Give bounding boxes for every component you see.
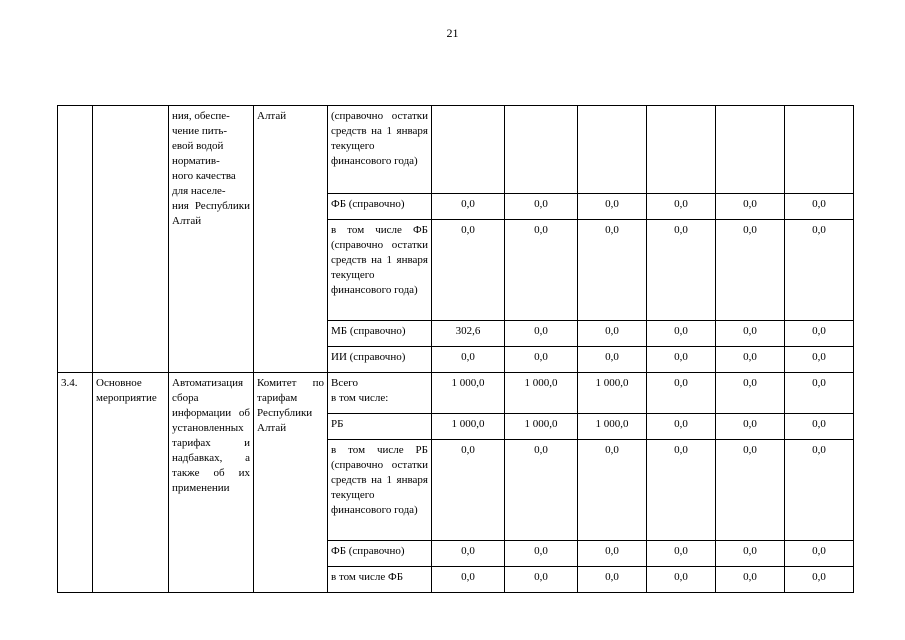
value-cell: 0,0 xyxy=(647,347,716,373)
value-cell: 302,6 xyxy=(432,321,505,347)
funding-source-cell: РБ xyxy=(328,414,432,440)
budget-table xyxy=(57,105,854,593)
value-cell: 0,0 xyxy=(716,567,785,593)
funding-source-cell: МБ (справочно) xyxy=(328,321,432,347)
executor-cell: Комитет по тарифам Республики Алтай xyxy=(254,373,328,593)
funding-source-cell: (справочно остатки средств на 1 января текущего финансового года) xyxy=(328,106,432,194)
value-cell: 0,0 xyxy=(785,414,854,440)
event-name-cell: Автоматизация сбора информации об установленных тарифах и надбавках, а также об их применении xyxy=(169,373,254,593)
value-cell: 0,0 xyxy=(716,414,785,440)
value-cell: 0,0 xyxy=(647,541,716,567)
value-cell: 1 000,0 xyxy=(432,373,505,414)
value-cell: 1 000,0 xyxy=(578,414,647,440)
value-cell: 0,0 xyxy=(647,373,716,414)
funding-source-cell: в том числе ФБ xyxy=(328,567,432,593)
executor-cell: Алтай xyxy=(254,106,328,373)
value-cell: 0,0 xyxy=(647,194,716,220)
table-row xyxy=(58,373,854,414)
value-cell: 1 000,0 xyxy=(505,414,578,440)
value-cell: 0,0 xyxy=(578,321,647,347)
value-cell: 0,0 xyxy=(505,194,578,220)
value-cell: 0,0 xyxy=(785,321,854,347)
value-cell xyxy=(578,106,647,194)
value-cell: 0,0 xyxy=(647,567,716,593)
value-cell: 1 000,0 xyxy=(505,373,578,414)
value-cell xyxy=(647,106,716,194)
value-cell: 0,0 xyxy=(716,321,785,347)
value-cell: 0,0 xyxy=(647,414,716,440)
value-cell: 0,0 xyxy=(785,541,854,567)
page-number: 21 xyxy=(446,26,459,40)
value-cell: 0,0 xyxy=(785,567,854,593)
value-cell: 0,0 xyxy=(505,347,578,373)
value-cell: 0,0 xyxy=(578,567,647,593)
value-cell: 0,0 xyxy=(505,220,578,321)
event-name-cell: ния, обеспе- чение пить- евой водой норматив- ного качества для населе- ния Республики Алтай xyxy=(169,106,254,373)
value-cell: 0,0 xyxy=(716,347,785,373)
value-cell: 0,0 xyxy=(716,220,785,321)
value-cell: 0,0 xyxy=(785,373,854,414)
value-cell: 0,0 xyxy=(785,220,854,321)
value-cell: 0,0 xyxy=(432,194,505,220)
value-cell: 0,0 xyxy=(432,567,505,593)
value-cell: 0,0 xyxy=(432,440,505,541)
value-cell xyxy=(505,106,578,194)
value-cell: 0,0 xyxy=(716,440,785,541)
value-cell xyxy=(716,106,785,194)
value-cell xyxy=(432,106,505,194)
value-cell: 0,0 xyxy=(785,440,854,541)
event-type-cell xyxy=(93,106,169,373)
value-cell: 0,0 xyxy=(578,347,647,373)
value-cell: 0,0 xyxy=(432,220,505,321)
value-cell: 0,0 xyxy=(785,194,854,220)
row-number-cell: 3.4. xyxy=(58,373,93,593)
value-cell xyxy=(785,106,854,194)
value-cell: 0,0 xyxy=(578,220,647,321)
value-cell: 1 000,0 xyxy=(578,373,647,414)
value-cell: 0,0 xyxy=(505,440,578,541)
value-cell: 0,0 xyxy=(505,321,578,347)
value-cell: 0,0 xyxy=(432,541,505,567)
value-cell: 0,0 xyxy=(647,440,716,541)
value-cell: 0,0 xyxy=(578,194,647,220)
table-row xyxy=(58,106,854,194)
funding-source-cell: ИИ (справочно) xyxy=(328,347,432,373)
value-cell: 0,0 xyxy=(647,321,716,347)
event-type-cell: Основное мероприятие xyxy=(93,373,169,593)
value-cell: 0,0 xyxy=(432,347,505,373)
funding-source-cell: ФБ (справочно) xyxy=(328,541,432,567)
value-cell: 0,0 xyxy=(505,541,578,567)
funding-source-cell: Всего в том числе: xyxy=(328,373,432,414)
value-cell: 0,0 xyxy=(716,541,785,567)
value-cell: 1 000,0 xyxy=(432,414,505,440)
value-cell: 0,0 xyxy=(716,194,785,220)
value-cell: 0,0 xyxy=(578,440,647,541)
funding-source-cell: в том числе РБ (справочно остатки средств на 1 января текущего финансового года) xyxy=(328,440,432,541)
value-cell: 0,0 xyxy=(578,541,647,567)
value-cell: 0,0 xyxy=(785,347,854,373)
value-cell: 0,0 xyxy=(505,567,578,593)
row-number-cell xyxy=(58,106,93,373)
value-cell: 0,0 xyxy=(647,220,716,321)
value-cell: 0,0 xyxy=(716,373,785,414)
funding-source-cell: ФБ (справочно) xyxy=(328,194,432,220)
funding-source-cell: в том числе ФБ (справочно остатки средств на 1 января текущего финансового года) xyxy=(328,220,432,321)
